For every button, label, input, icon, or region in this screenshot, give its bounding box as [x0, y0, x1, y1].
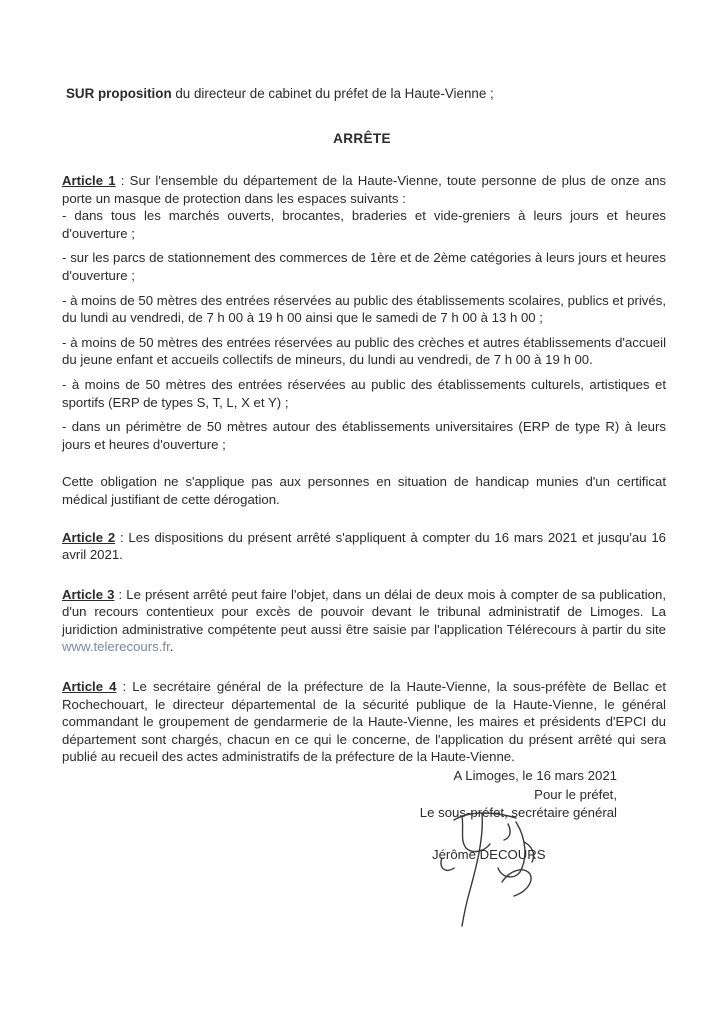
- signature-for: Pour le préfet,: [534, 786, 617, 802]
- signatory-name: Jérôme DECOURS: [432, 847, 546, 862]
- article-1-item: - à moins de 50 mètres des entrées réservées au public des crèches et autres établissements d'accueil du jeune enfant et accueils collectifs de mineurs, du lundi au vendredi, de 7 h 00 à 19 h 00.: [62, 334, 666, 368]
- preamble: [66, 86, 494, 101]
- article-4: [62, 678, 666, 766]
- article-1-note: Cette obligation ne s'applique pas aux personnes en situation de handicap munies d'un certificat médical justifiant de cette dérogation.: [62, 474, 666, 507]
- decree-title: ARRÊTE: [333, 131, 391, 146]
- article-1-item: - dans tous les marchés ouverts, brocantes, braderies et vide-greniers à leurs jours et heures d'ouverture ;: [62, 208, 666, 241]
- telerecours-link[interactable]: www.telerecours.fr: [62, 639, 170, 655]
- article-3-label: Article 3: [62, 586, 115, 602]
- preamble-bold: SUR proposition: [66, 86, 172, 101]
- article-1-item: - sur les parcs de stationnement des commerces de 1ère et de 2ème catégories à leurs jours et heures d'ouverture ;: [62, 250, 666, 283]
- article-3-text: : Le présent arrêté peut faire l'objet, dans un délai de deux mois à compter de sa publication, d'un recours contentieux pour excès de pouvoir devant le tribunal administratif de Limoges. La juridiction administrative compétente peut aussi être saisie par l'application Télérecours à partir du site: [62, 586, 666, 637]
- article-2-text: : Les dispositions du présent arrêté s'appliquent à compter du 16 mars 2021 et jusqu'au 16 avril 2021.: [62, 529, 666, 563]
- article-1-item: - à moins de 50 mètres des entrées réservées au public des établissements culturels, artistiques et sportifs (ERP de types S, T, L, X et Y) ;: [62, 376, 666, 410]
- article-2: [62, 529, 666, 564]
- article-1-intro-text: : Sur l'ensemble du département de la Haute-Vienne, toute personne de plus de onze ans porte un masque de protection dans les espaces suivants :: [62, 173, 666, 206]
- article-2-label: Article 2: [62, 529, 116, 545]
- handwritten-signature-icon: [420, 808, 570, 938]
- article-3: [62, 586, 666, 656]
- article-1-intro: [62, 172, 666, 207]
- article-1-item: - à moins de 50 mètres des entrées réservées au public des établissements scolaires, publics et privés, du lundi au vendredi, de 7 h 00 à 19 h 00 ainsi que le samedi de 7 h 00 à 13 h 00 ;: [62, 292, 666, 326]
- preamble-text: du directeur de cabinet du préfet de la Haute-Vienne ;: [171, 86, 494, 101]
- article-1-label: Article 1: [62, 173, 116, 188]
- article-1-item: - dans un périmètre de 50 mètres autour des établissements universitaires (ERP de type R) à leurs jours et heures d'ouverture ;: [62, 419, 666, 452]
- signature-role: Le sous-préfet, secrétaire général: [419, 805, 617, 820]
- article-4-label: Article 4: [62, 679, 117, 695]
- decree-body: [62, 172, 666, 766]
- article-4-text: : Le secrétaire général de la préfecture de la Haute-Vienne, la sous-préfète de Bellac et Rochechouart, le directeur départemental de la sécurité publique de la Haute-Vienne, le général commandant le groupement de gendarmerie de la Haute-Vienne, les maires et présidents d'EPCI du département sont chargés, chacun en ce qui le concerne, de l'application du présent arrêté qui sera publié au recueil des actes administratifs de la préfecture de la Haute-Vienne.: [62, 679, 666, 765]
- article-3-end: .: [169, 639, 174, 655]
- signature-place-date: A Limoges, le 16 mars 2021: [453, 768, 617, 783]
